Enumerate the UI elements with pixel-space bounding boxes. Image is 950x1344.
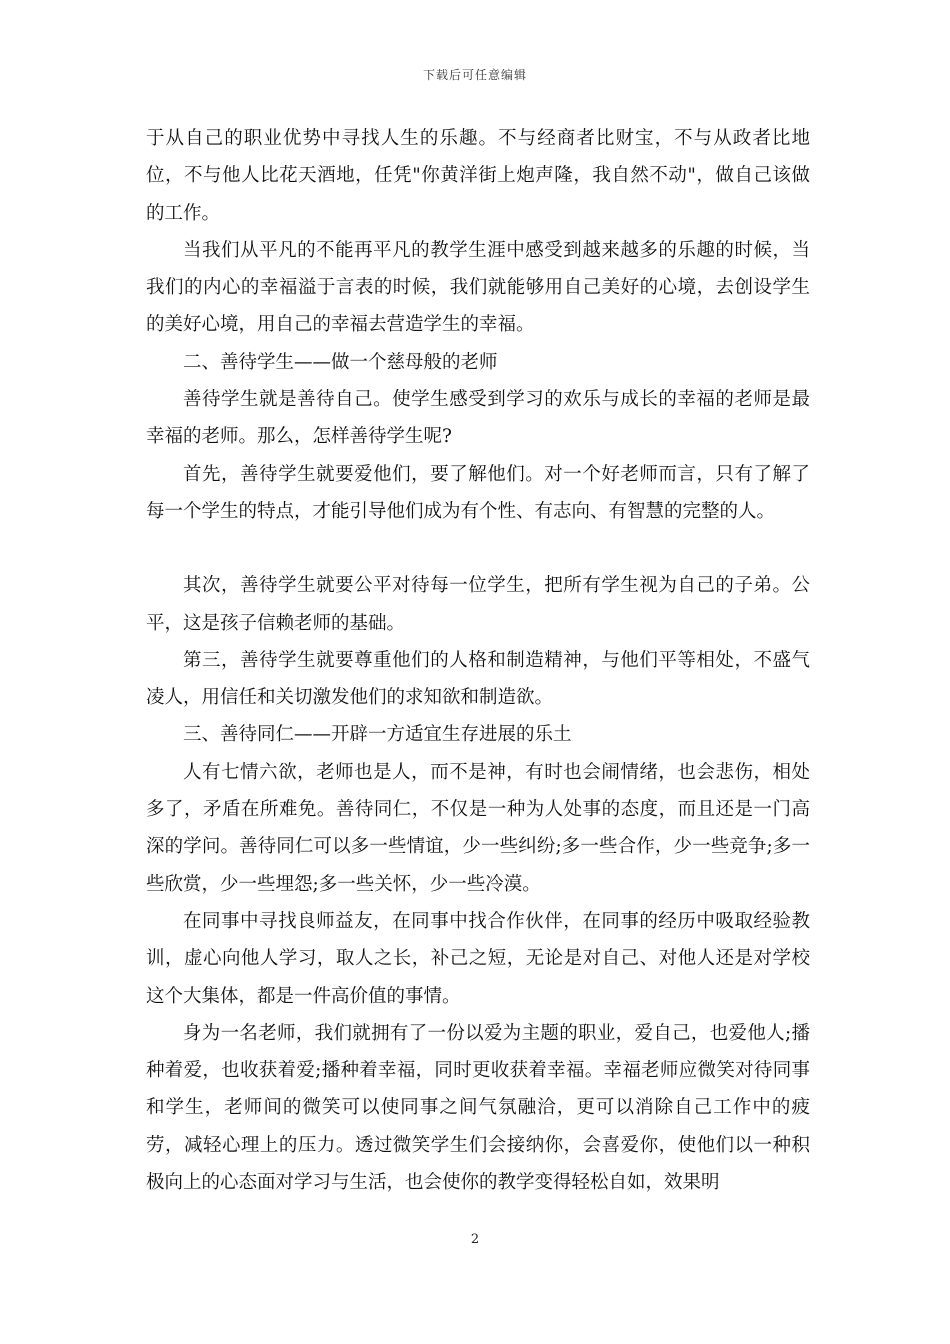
blank-line	[146, 530, 810, 567]
page-number: 2	[470, 1232, 480, 1247]
paragraph: 当我们从平凡的不能再平凡的教学生涯中感受到越来越多的乐趣的时候，当我们的内心的幸福溢于言表的时候，我们就能够用自己美好的心境，去创设学生的美好心境，用自己的幸福去营造学生的幸福。	[146, 239, 810, 336]
section-heading: 三、善待同仁——开辟一方适宜生存进展的乐土	[183, 724, 572, 746]
paragraph: 首先，善待学生就要爱他们，要了解他们。对一个好老师而言，只有了解了每一个学生的特点，才能引导他们成为有个性、有志向、有智慧的完整的人。	[146, 463, 810, 522]
section-heading: 二、善待学生——做一个慈母般的老师	[183, 351, 498, 373]
paragraph: 其次，善待学生就要公平对待每一位学生，把所有学生视为自己的子弟。公平，这是孩子信赖老师的基础。	[146, 575, 810, 634]
paragraph: 善待学生就是善待自己。使学生感受到学习的欢乐与成长的幸福的老师是最幸福的老师。那么，怎样善待学生呢?	[146, 389, 810, 448]
paragraph-continuation: 于从自己的职业优势中寻找人生的乐趣。不与经商者比财宝，不与从政者比地位，不与他人比花天酒地，任凭"你黄洋街上炮声隆，我自然不动"，做自己该做的工作。	[146, 128, 810, 224]
paragraph: 在同事中寻找良师益友，在同事中找合作伙伴，在同事的经历中吸取经验教训，虚心向他人学习，取人之长，补己之短，无论是对自己、对他人还是对学校这个大集体，都是一件高价值的事情。	[146, 910, 810, 1007]
paragraph: 身为一名老师，我们就拥有了一份以爱为主题的职业，爱自己，也爱他人;播种着爱，也收获着爱;播种着幸福，同时更收获着幸福。幸福老师应微笑对待同事和学生，老师间的微笑可以使同事之间气氛融洽，更可以消除自己工作中的疲劳，减轻心理上的压力。透过微笑学生们会接纳你，会喜爱你，使他们以一种积极向上的心态面对学习与生活，也会使你的教学变得轻松自如，效果明	[146, 1022, 810, 1194]
page-header: 下载后可任意编辑	[422, 68, 527, 82]
document-body	[146, 120, 810, 1201]
paragraph: 人有七情六欲，老师也是人，而不是神，有时也会闹情绪，也会悲伤，相处多了，矛盾在所难免。善待同仁，不仅是一种为人处事的态度，而且还是一门高深的学问。善待同仁可以多一些情谊，少一些纠纷;多一些合作，少一些竞争;多一些欣赏，少一些埋怨;多一些关怀，少一些冷漠。	[146, 761, 810, 895]
paragraph: 第三，善待学生就要尊重他们的人格和制造精神，与他们平等相处，不盛气凌人，用信任和关切激发他们的求知欲和制造欲。	[146, 649, 810, 709]
